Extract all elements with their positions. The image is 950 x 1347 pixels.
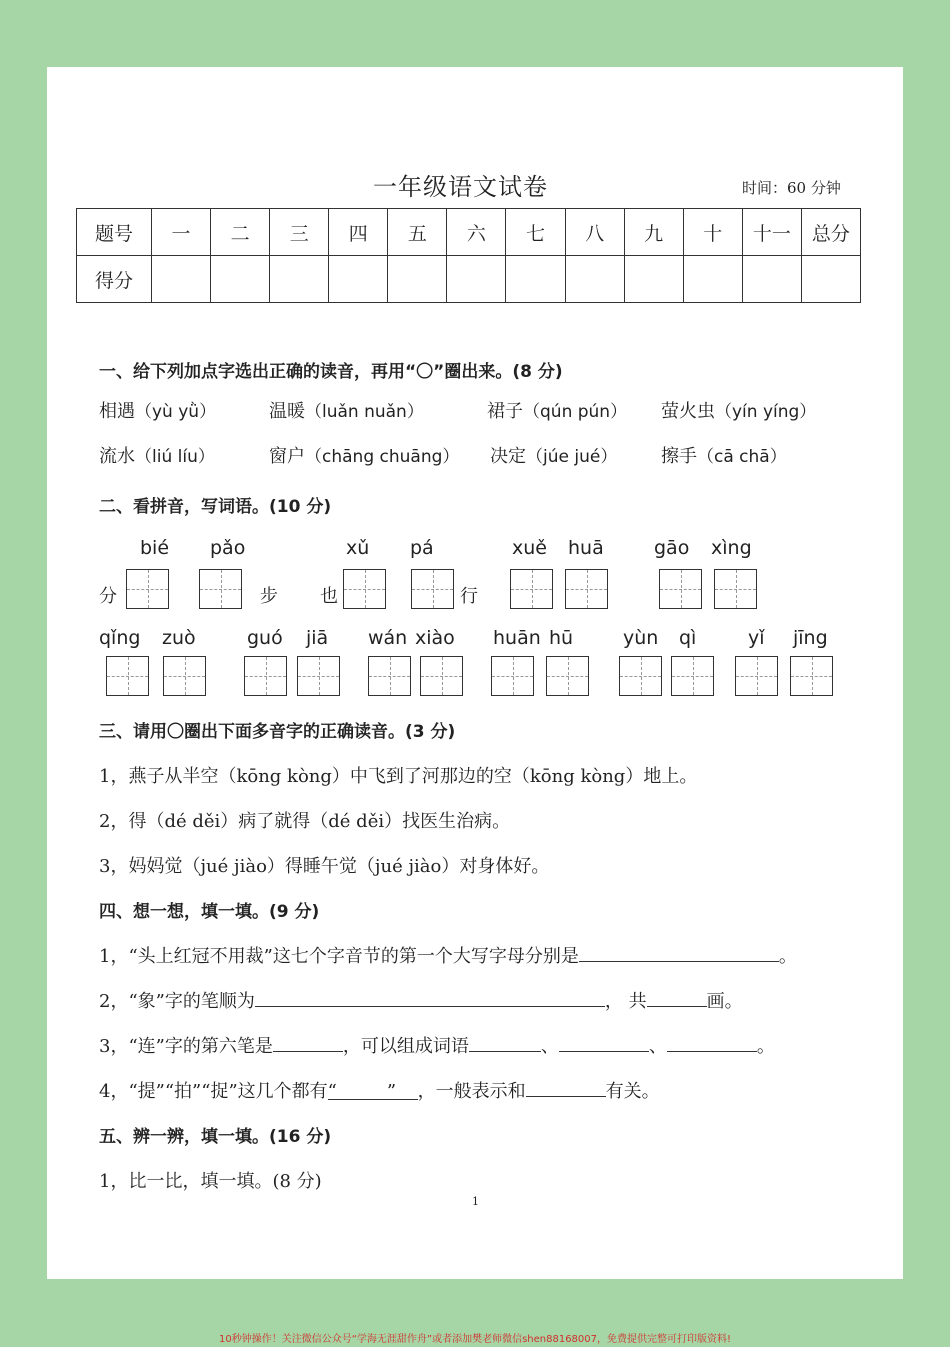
answer-blank[interactable] — [526, 1078, 606, 1097]
q2-heading: 二、看拼音，写词语。(10 分) — [99, 497, 332, 517]
footer-note: 10秒钟操作！关注微信公众号“学海无涯甜作舟”或者添加樊老师微信shen88168007，免费提供完整可打印版资料! — [218, 1334, 732, 1345]
score-cell: 八 — [565, 209, 624, 256]
writing-box[interactable] — [619, 656, 662, 696]
score-table — [76, 208, 861, 303]
writing-box[interactable] — [510, 569, 553, 609]
given-char: 行 — [460, 586, 478, 607]
page-number: 1 — [472, 1195, 479, 1208]
score-cell: 七 — [506, 209, 565, 256]
score-cell: 十一 — [742, 209, 801, 256]
writing-box[interactable] — [714, 569, 757, 609]
pinyin-label: xǔ — [346, 537, 370, 559]
q1-item: 流水（liú líu） — [99, 446, 215, 467]
pinyin-label: xìng — [711, 537, 752, 559]
score-input-cell[interactable] — [447, 256, 506, 303]
score-cell: 四 — [329, 209, 388, 256]
score-cell: 五 — [388, 209, 447, 256]
writing-box[interactable] — [735, 656, 778, 696]
score-input-cell[interactable] — [388, 256, 447, 303]
pinyin-label: pá — [410, 537, 434, 559]
time-limit: 时间：60 分钟 — [742, 179, 841, 197]
pinyin-label: jiā — [306, 627, 329, 649]
writing-box[interactable] — [368, 656, 411, 696]
q4-line-3: 3，“连”字的第六笔是 ，可以组成词语 、 、 。 — [99, 1032, 775, 1058]
score-label-cell: 得分 — [77, 256, 152, 303]
answer-blank[interactable] — [647, 988, 707, 1007]
writing-box[interactable] — [106, 656, 149, 696]
writing-box[interactable] — [244, 656, 287, 696]
given-char: 步 — [260, 586, 278, 607]
writing-box[interactable] — [420, 656, 463, 696]
score-input-cell[interactable] — [211, 256, 270, 303]
pinyin-label: xiào — [415, 627, 455, 649]
writing-box[interactable] — [546, 656, 589, 696]
writing-box[interactable] — [163, 656, 206, 696]
pinyin-label: zuò — [162, 627, 196, 649]
answer-blank[interactable] — [667, 1033, 757, 1052]
score-input-cell[interactable] — [624, 256, 683, 303]
score-cell: 题号 — [77, 209, 152, 256]
score-input-cell[interactable] — [152, 256, 211, 303]
pinyin-label: qì — [679, 627, 697, 649]
score-input-cell[interactable] — [801, 256, 860, 303]
writing-box[interactable] — [343, 569, 386, 609]
pinyin-label: huān — [493, 627, 541, 649]
score-cell: 二 — [211, 209, 270, 256]
q3-heading: 三、请用〇圈出下面多音字的正确读音。(3 分) — [99, 722, 456, 742]
writing-box[interactable] — [565, 569, 608, 609]
q4-line-4: 4，“提”“拍”“捉”这几个都有“ ” ，一般表示和 有关。 — [99, 1077, 660, 1103]
q4-line-1: 1，“头上红冠不用裁”这七个字音节的第一个大写字母分别是 。 — [99, 942, 797, 968]
answer-blank[interactable] — [273, 1033, 343, 1052]
q1-item: 窗户（chāng chuāng） — [269, 446, 460, 467]
score-cell: 十 — [683, 209, 742, 256]
pinyin-label: yùn — [623, 627, 659, 649]
score-cell: 三 — [270, 209, 329, 256]
writing-box[interactable] — [671, 656, 714, 696]
q3-line: 3，妈妈觉（jué jiào）得睡午觉（jué jiào）对身体好。 — [99, 856, 550, 877]
pinyin-label: xuě — [512, 537, 547, 559]
pinyin-label: huā — [568, 537, 604, 559]
pinyin-label: jīng — [793, 627, 828, 649]
score-input-cell[interactable] — [565, 256, 624, 303]
pinyin-label: yǐ — [748, 627, 765, 649]
pinyin-label: hū — [549, 627, 574, 649]
writing-box[interactable] — [659, 569, 702, 609]
writing-box[interactable] — [199, 569, 242, 609]
given-char: 分 — [99, 586, 117, 607]
q5-heading: 五、辨一辨，填一填。(16 分) — [99, 1127, 332, 1147]
q1-item: 相遇（yù yǜ） — [99, 401, 217, 422]
q1-item: 萤火虫（yín yíng） — [661, 401, 817, 422]
pinyin-label: qǐng — [99, 627, 141, 649]
answer-blank[interactable]: “ ” — [328, 1081, 418, 1100]
answer-blank[interactable] — [579, 943, 779, 962]
q4-heading: 四、想一想，填一填。(9 分) — [99, 902, 320, 922]
q3-line: 1，燕子从半空（kōng kòng）中飞到了河那边的空（kōng kòng）地上。 — [99, 766, 698, 787]
writing-box[interactable] — [491, 656, 534, 696]
exam-title: 一年级语文试卷 — [373, 173, 548, 201]
q4-line-2: 2，“象”字的笔顺为 ， 共 画。 — [99, 987, 743, 1013]
pinyin-label: guó — [247, 627, 283, 649]
q1-item: 决定（júe jué） — [490, 446, 618, 467]
score-input-cell[interactable] — [742, 256, 801, 303]
writing-box[interactable] — [790, 656, 833, 696]
score-input-cell[interactable] — [506, 256, 565, 303]
score-input-cell[interactable] — [683, 256, 742, 303]
score-table-header-row — [77, 209, 861, 256]
q5-line: 1，比一比，填一填。(8 分) — [99, 1171, 322, 1192]
answer-blank[interactable] — [469, 1033, 541, 1052]
writing-box[interactable] — [411, 569, 454, 609]
score-input-cell[interactable] — [270, 256, 329, 303]
q1-heading: 一、给下列加点字选出正确的读音，再用“〇”圈出来。(8 分) — [99, 362, 563, 382]
q1-item: 裙子（qún pún） — [487, 401, 628, 422]
answer-blank[interactable] — [559, 1033, 649, 1052]
score-cell: 六 — [447, 209, 506, 256]
q3-line: 2，得（dé děi）病了就得（dé děi）找医生治病。 — [99, 811, 511, 832]
exam-paper — [47, 67, 903, 1279]
q1-item: 温暖（luǎn nuǎn） — [269, 401, 424, 422]
pinyin-label: pǎo — [210, 537, 246, 559]
pinyin-label: bié — [140, 537, 170, 559]
pinyin-label: wán — [368, 627, 408, 649]
q1-item: 擦手（cā chā） — [661, 446, 787, 467]
score-cell: 一 — [152, 209, 211, 256]
writing-box[interactable] — [297, 656, 340, 696]
given-char: 也 — [320, 586, 338, 607]
writing-box[interactable] — [126, 569, 169, 609]
score-cell: 总分 — [801, 209, 860, 256]
pinyin-label: gāo — [654, 537, 690, 559]
score-input-cell[interactable] — [329, 256, 388, 303]
answer-blank[interactable] — [255, 988, 605, 1007]
score-cell: 九 — [624, 209, 683, 256]
score-table-score-row — [77, 256, 861, 303]
